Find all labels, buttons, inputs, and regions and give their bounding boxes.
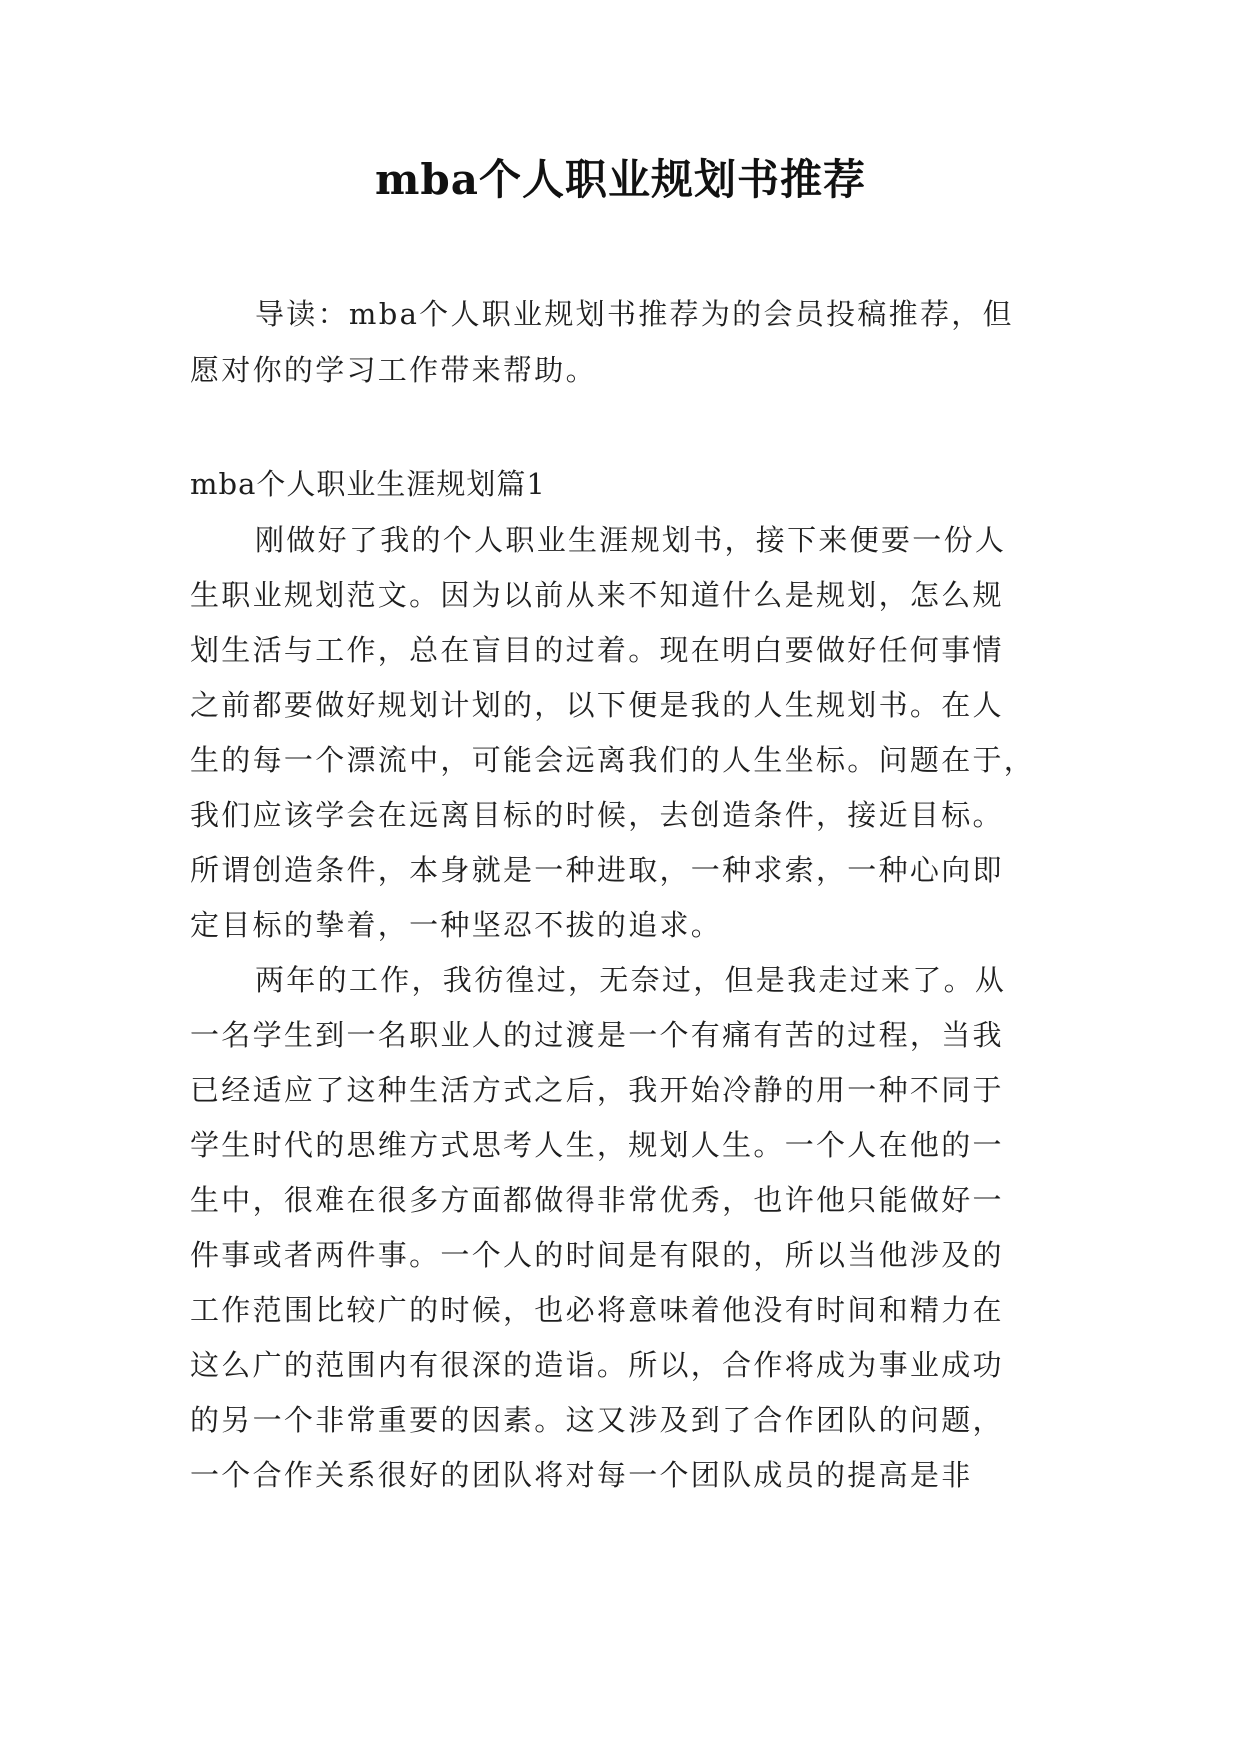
document-title: mba个人职业规划书推荐 xyxy=(374,155,867,204)
intro-line: 愿对你的学习工作带来帮助。 xyxy=(190,353,597,387)
paragraph-line: 之前都要做好规划计划的，以下便是我的人生规划书。在人 xyxy=(190,688,1004,722)
paragraph-line: 工作范围比较广的时候，也必将意味着他没有时间和精力在 xyxy=(190,1293,1004,1327)
paragraph-line: 两年的工作，我彷徨过，无奈过，但是我走过来了。从 xyxy=(255,963,1007,997)
paragraph-line: 生中，很难在很多方面都做得非常优秀，也许他只能做好一 xyxy=(190,1183,1004,1217)
paragraph-line: 一名学生到一名职业人的过渡是一个有痛有苦的过程，当我 xyxy=(190,1018,1004,1052)
paragraph-line: 划生活与工作，总在盲目的过着。现在明白要做好任何事情 xyxy=(190,633,1004,667)
paragraph-line: 定目标的挚着，一种坚忍不拔的追求。 xyxy=(190,908,723,942)
paragraph-line: 这么广的范围内有很深的造诣。所以，合作将成为事业成功 xyxy=(190,1348,1004,1382)
paragraph-line: 刚做好了我的个人职业生涯规划书，接下来便要一份人 xyxy=(255,523,1007,557)
paragraph-line: 件事或者两件事。一个人的时间是有限的，所以当他涉及的 xyxy=(190,1238,1004,1272)
paragraph-line: 生职业规划范文。因为以前从来不知道什么是规划，怎么规 xyxy=(190,578,1004,612)
paragraph-line: 一个合作关系很好的团队将对每一个团队成员的提高是非 xyxy=(190,1458,973,1492)
paragraph-line: 已经适应了这种生活方式之后，我开始冷静的用一种不同于 xyxy=(190,1073,1004,1107)
paragraph-line: 学生时代的思维方式思考人生，规划人生。一个人在他的一 xyxy=(190,1128,1004,1162)
paragraph-line: 的另一个非常重要的因素。这又涉及到了合作团队的问题， xyxy=(190,1403,1004,1437)
paragraph-line: 我们应该学会在远离目标的时候，去创造条件，接近目标。 xyxy=(190,798,1004,832)
paragraph-line: 所谓创造条件，本身就是一种进取，一种求索，一种心向即 xyxy=(190,853,1004,887)
paragraph-line: 生的每一个漂流中，可能会远离我们的人生坐标。问题在于， xyxy=(190,743,1036,777)
section-heading: mba个人职业生涯规划篇1 xyxy=(190,467,546,501)
intro-line: 导读：mba个人职业规划书推荐为的会员投稿推荐，但 xyxy=(255,297,1014,331)
